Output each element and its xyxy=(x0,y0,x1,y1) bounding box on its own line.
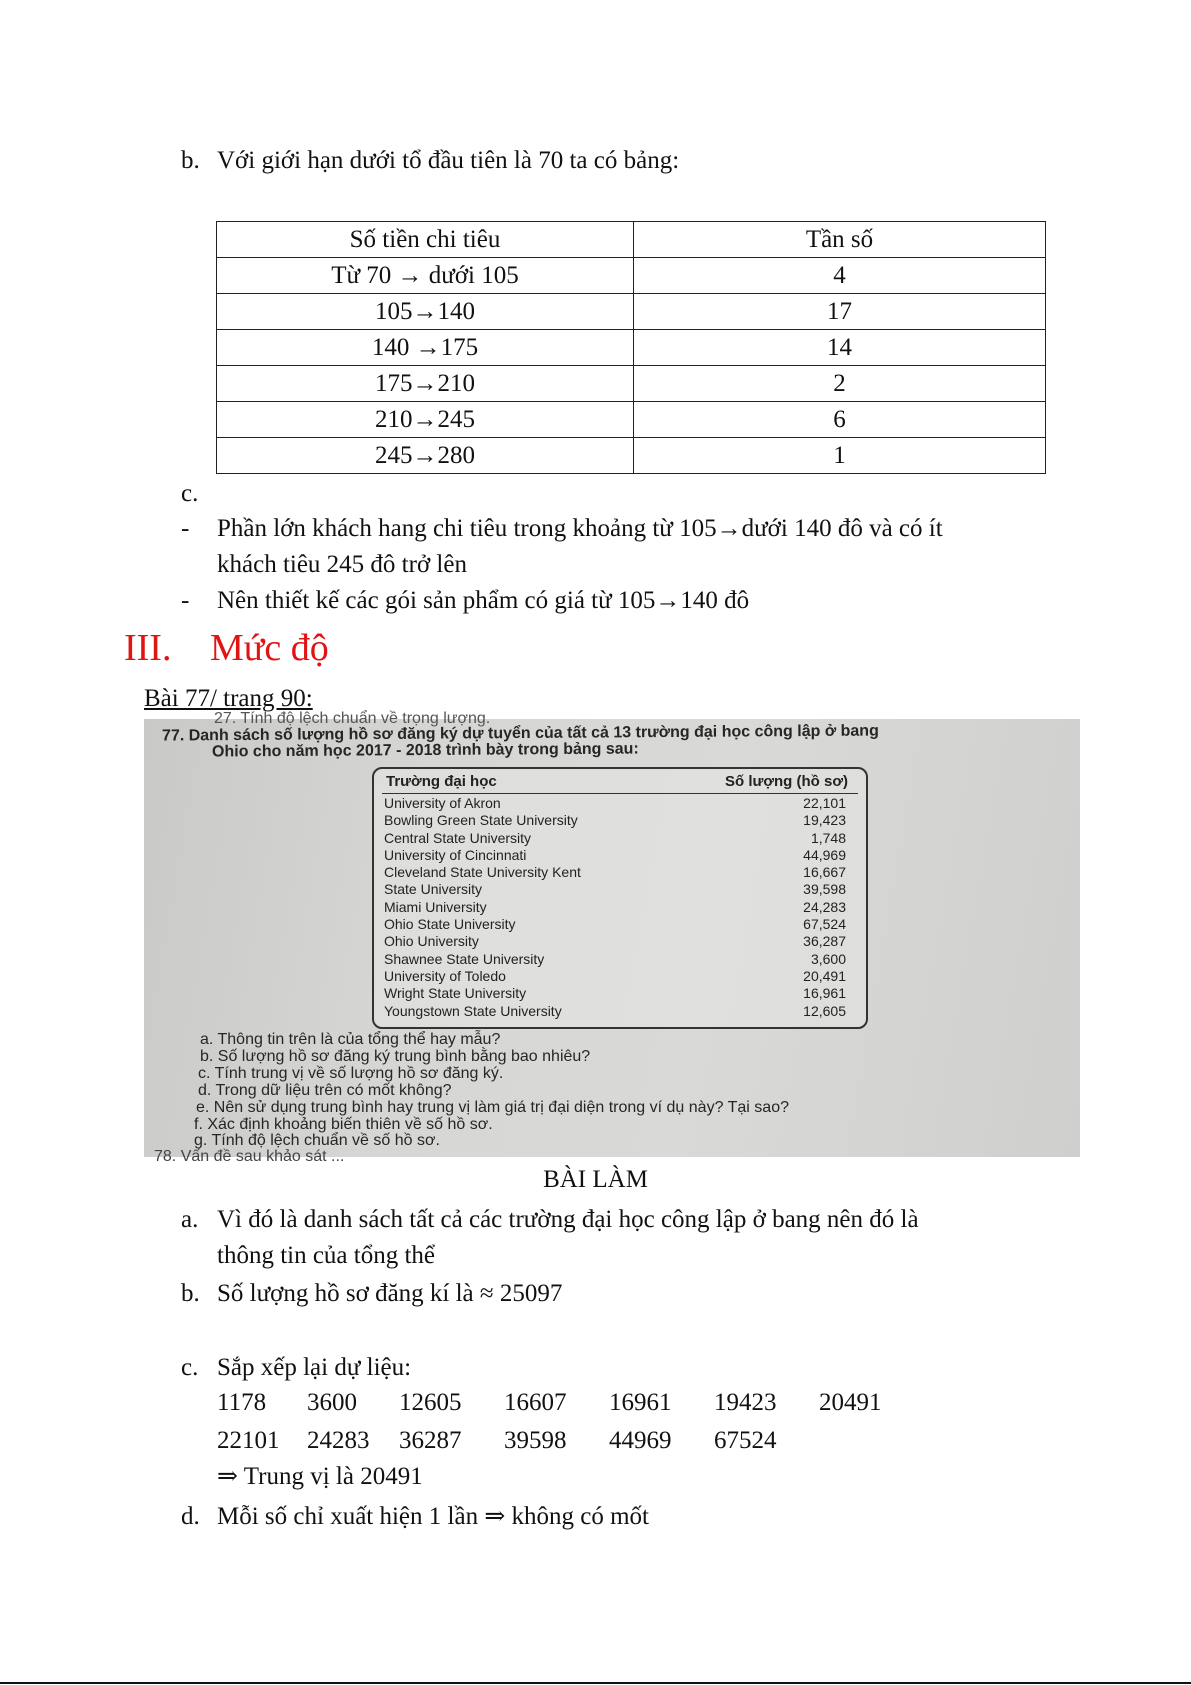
photo-table-header-cell: Trường đại học xyxy=(386,773,497,790)
answer-marker: a. xyxy=(181,1206,199,1233)
answer-text: Số lượng hồ sơ đăng kí là ≈ 25097 xyxy=(217,1280,563,1307)
answer-a xyxy=(181,1203,919,1237)
table-cell: 140 →175 xyxy=(217,330,634,366)
photo-cut-text: 27. Tính độ lệch chuẩn về trọng lượng. xyxy=(214,710,491,727)
photo-question: a. Thông tin trên là của tổng thể hay mẫu? xyxy=(200,1031,501,1048)
answer-a-continuation: thông tin của tổng thể xyxy=(217,1242,436,1269)
section-heading xyxy=(124,626,329,670)
application-count: 67,524 xyxy=(803,916,846,933)
university-name: State University xyxy=(384,881,483,898)
table-row xyxy=(382,881,858,898)
frequency-table xyxy=(216,221,1046,474)
table-row xyxy=(217,438,1046,474)
table-row xyxy=(382,933,858,950)
photo-table-header-cell: Số lượng (hồ sơ) xyxy=(724,773,848,790)
bullet-1 xyxy=(181,512,943,546)
table-cell: 4 xyxy=(634,258,1046,294)
photo-question: g. Tính độ lệch chuẩn về số hồ sơ. xyxy=(194,1132,440,1149)
university-name: Miami University xyxy=(384,898,487,915)
photo-table-header xyxy=(382,771,858,794)
section-title: Mức độ xyxy=(210,627,329,669)
table-row xyxy=(382,985,858,1002)
page-bottom-rule xyxy=(0,1682,1191,1684)
sorted-value: 39598 xyxy=(504,1427,567,1454)
sorted-value: 3600 xyxy=(307,1389,357,1416)
bullet-dash: - xyxy=(181,587,190,614)
photo-question: b. Số lượng hồ sơ đăng ký trung bình bằng bao nhiêu? xyxy=(200,1048,591,1065)
application-count: 39,598 xyxy=(803,881,846,898)
answer-b xyxy=(181,1277,562,1311)
university-name: University of Cincinnati xyxy=(384,846,527,863)
photo-table xyxy=(372,767,868,1029)
table-row xyxy=(382,916,858,933)
section-number: III. xyxy=(124,627,172,669)
application-count: 44,969 xyxy=(803,846,846,863)
part-b-line xyxy=(181,144,679,178)
sorted-value: 1178 xyxy=(217,1389,267,1416)
university-name: University of Akron xyxy=(384,795,501,811)
photo-problem-line: Ohio cho năm học 2017 - 2018 trình bày trong bảng sau: xyxy=(211,740,639,761)
sorted-value: 19423 xyxy=(714,1389,777,1416)
sorted-value: 36287 xyxy=(399,1427,462,1454)
table-row xyxy=(382,951,858,968)
application-count: 1,748 xyxy=(810,829,846,846)
university-name: Cleveland State University Kent xyxy=(384,864,581,881)
table-row xyxy=(217,366,1046,402)
photo-question: f. Xác định khoảng biến thiên về số hồ sơ. xyxy=(194,1116,493,1133)
table-cell: 2 xyxy=(634,366,1046,402)
table-row xyxy=(382,899,858,916)
application-count: 19,423 xyxy=(803,812,846,829)
table-header-row xyxy=(217,222,1046,258)
sorted-value: 12605 xyxy=(399,1389,462,1416)
answer-marker: b. xyxy=(181,1280,200,1307)
answer-text: Sắp xếp lại dự liệu: xyxy=(217,1354,412,1381)
table-cell: 17 xyxy=(634,294,1046,330)
table-row xyxy=(382,830,858,847)
application-count: 24,283 xyxy=(803,898,846,915)
table-cell: 245→280 xyxy=(217,438,634,474)
table-row xyxy=(382,864,858,881)
university-name: Youngstown State University xyxy=(384,1002,562,1019)
sorted-value: 24283 xyxy=(307,1427,370,1454)
photo-problem-line: 77. Danh sách số lượng hồ sơ đăng ký dự tuyển của tất cả 13 trường đại học công lập ở bang xyxy=(161,722,879,745)
application-count: 22,101 xyxy=(803,795,846,811)
table-row xyxy=(382,1003,858,1020)
photo-table-body xyxy=(382,795,858,1020)
table-row xyxy=(217,294,1046,330)
table-cell: 14 xyxy=(634,330,1046,366)
university-name: Bowling Green State University xyxy=(384,812,578,829)
bullet-text: Phần lớn khách hang chi tiêu trong khoảng từ 105→dưới 140 đô và có ít xyxy=(217,515,943,542)
application-count: 12,605 xyxy=(803,1002,846,1019)
university-name: University of Toledo xyxy=(384,967,506,984)
sorted-value: 16607 xyxy=(504,1389,567,1416)
table-row xyxy=(382,847,858,864)
solution-heading: BÀI LÀM xyxy=(543,1166,648,1193)
answer-text: Mỗi số chỉ xuất hiện 1 lần ⇒ không có mốt xyxy=(217,1503,650,1530)
bullet-text: Nên thiết kế các gói sản phẩm có giá từ 105→140 đô xyxy=(217,587,750,614)
photo-question: 78. Vấn đề sau khảo sát ... xyxy=(154,1148,345,1165)
sorted-value: 44969 xyxy=(609,1427,672,1454)
answer-text: Vì đó là danh sách tất cả các trường đại học công lập ở bang nên đó là xyxy=(217,1206,919,1233)
sorted-value: 16961 xyxy=(609,1389,672,1416)
sorted-data-row xyxy=(217,1386,924,1420)
table-cell: 6 xyxy=(634,402,1046,438)
sorted-value: 67524 xyxy=(714,1427,777,1454)
sorted-value: 20491 xyxy=(819,1389,882,1416)
application-count: 3,600 xyxy=(810,950,846,967)
table-row xyxy=(217,330,1046,366)
answer-marker: d. xyxy=(181,1503,200,1530)
table-cell: 105→140 xyxy=(217,294,634,330)
photo-question: d. Trong dữ liệu trên có mốt không? xyxy=(198,1082,452,1099)
part-c-marker: c. xyxy=(181,480,199,507)
university-name: Shawnee State University xyxy=(384,950,545,967)
application-count: 20,491 xyxy=(803,967,846,984)
application-count: 16,667 xyxy=(803,864,846,881)
sorted-value: 22101 xyxy=(217,1427,280,1454)
sorted-data-row xyxy=(217,1424,819,1458)
table-cell: 175→210 xyxy=(217,366,634,402)
table-cell: Từ 70 → dưới 105 xyxy=(217,258,634,294)
answer-marker: c. xyxy=(181,1354,199,1381)
median-result: ⇒ Trung vị là 20491 xyxy=(217,1463,423,1490)
university-name: Central State University xyxy=(384,829,532,846)
table-row xyxy=(382,968,858,985)
table-row xyxy=(382,812,858,829)
application-count: 36,287 xyxy=(803,933,846,950)
photo-question: e. Nên sử dụng trung bình hay trung vị làm giá trị đại diện trong ví dụ này? Tại sao? xyxy=(196,1099,789,1116)
table-row xyxy=(382,795,858,812)
university-name: Ohio University xyxy=(384,933,479,950)
table-cell: 1 xyxy=(634,438,1046,474)
bullet-1-continuation: khách tiêu 245 đô trở lên xyxy=(217,551,467,578)
table-cell: 210→245 xyxy=(217,402,634,438)
table-row xyxy=(217,402,1046,438)
photo-question: c. Tính trung vị về số lượng hồ sơ đăng ký. xyxy=(198,1065,504,1082)
part-b-text: Với giới hạn dưới tổ đầu tiên là 70 ta có bảng: xyxy=(217,147,680,174)
university-name: Ohio State University xyxy=(384,916,516,933)
part-b-marker: b. xyxy=(181,147,200,174)
table-header-cell: Số tiền chi tiêu xyxy=(217,222,634,258)
bullet-dash: - xyxy=(181,515,190,542)
answer-d xyxy=(181,1500,649,1534)
university-name: Wright State University xyxy=(384,985,527,1002)
table-row xyxy=(217,258,1046,294)
textbook-photo xyxy=(144,710,1080,1165)
exercise-title: Bài 77/ trang 90: xyxy=(144,685,313,712)
application-count: 16,961 xyxy=(803,985,846,1002)
table-header-cell: Tần số xyxy=(634,222,1046,258)
bullet-2 xyxy=(181,584,749,618)
answer-c xyxy=(181,1351,411,1385)
